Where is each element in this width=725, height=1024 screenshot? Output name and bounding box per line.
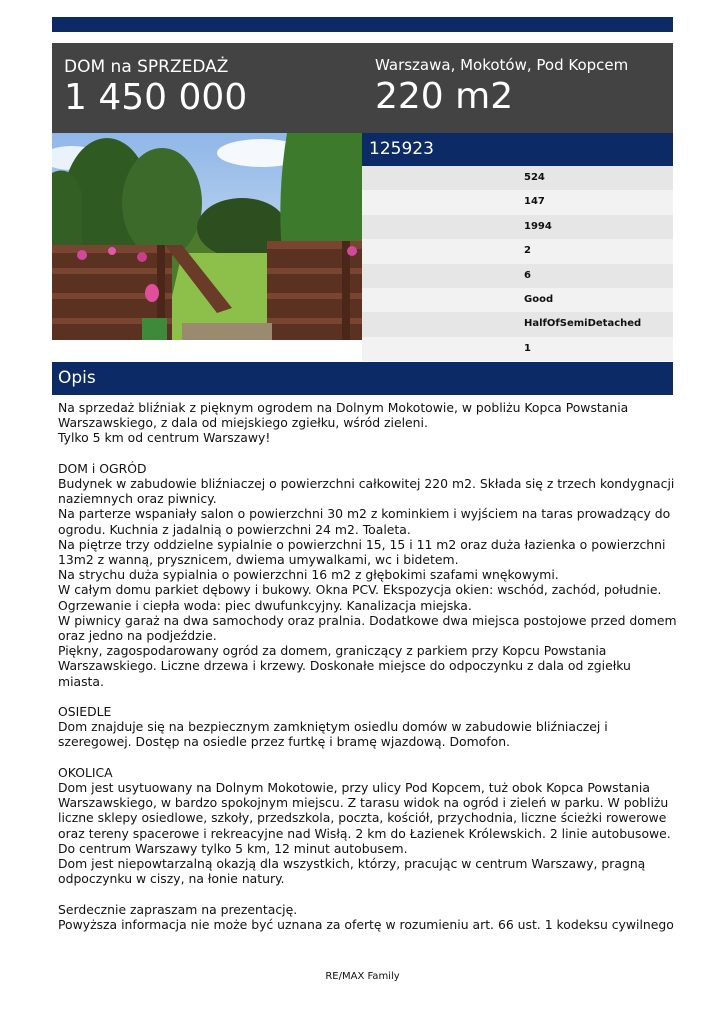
description-line: Na sprzedaż bliźniak z pięknym ogrodem na Dolnym Mokotowie, w pobliżu Kopca Powstania (58, 400, 629, 415)
description-line: W całym domu parkiet dębowy i bukowy. Okna PCV. Ekspozycja okien: wschód, zachód, południe. (58, 582, 662, 598)
attribute-value: 524 (524, 172, 545, 183)
description-line: Warszawskiego. Liczne drzewa i krzewy. Doskonałe miejsce do odpoczynku z dala od zgiełku (58, 658, 631, 674)
attribute-row (362, 190, 673, 214)
description-title: Opis (58, 368, 96, 388)
description-line: Budynek w zabudowie bliźniaczej o powierzchni całkowitej 220 m2. Składa się z trzech kondygnacji (58, 476, 675, 491)
description-line (58, 446, 670, 461)
description-line: Tylko 5 km od centrum Warszawy! (58, 430, 271, 446)
description-line: Serdecznie zapraszam na prezentację. (58, 901, 298, 917)
description-header (52, 362, 673, 395)
description-line: Powyższa informacja nie może być uznana za ofertę w rozumieniu art. 66 ust. 1 kodeksu cywilnego (58, 916, 674, 932)
description-line: Piękny, zagospodarowany ogród za domem, graniczący z parkiem przy Kopcu Powstania (58, 643, 607, 659)
description-line (58, 689, 670, 704)
attribute-row (362, 239, 673, 263)
description-line: Dom jest niepowtarzalną okazją dla wszystkich, którzy, pracując w centrum Warszawy, pragną (58, 856, 646, 872)
description-line: OKOLICA (58, 764, 113, 780)
attribute-value: HalfOfSemiDetached (524, 318, 642, 330)
description-line: oraz jedno na podjeździe. (58, 628, 217, 644)
property-kind: DOM na SPRZEDAŻ (64, 57, 229, 77)
top-accent-bar (52, 17, 673, 32)
description-line: Warszawskiego, w bardzo spokojnym miejscu. Z tarasu widok na ogród i zieleń w parku. W pobliżu (58, 795, 669, 811)
description-line: liczne sklepy osiedlowe, szkoły, przedszkola, poczta, kościół, przychodnia, liczne ścieżki rowerowe (58, 810, 667, 826)
property-location: Warszawa, Mokotów, Pod Kopcem (375, 56, 629, 74)
attribute-value: Good (524, 293, 554, 305)
attribute-row (362, 264, 673, 288)
attribute-row (362, 215, 673, 239)
attribute-row (362, 166, 673, 190)
attribute-value: 2 (524, 245, 531, 257)
property-price: 1 450 000 (64, 77, 248, 118)
listing-header (52, 43, 673, 133)
description-line: W piwnicy garaż na dwa samochody oraz pralnia. Dodatkowe dwa miejsca postojowe przed domem (58, 612, 677, 628)
attribute-value: 147 (524, 196, 545, 208)
description-line: naziemnych oraz piwnicy. (58, 491, 217, 507)
property-area: 220 m2 (375, 76, 514, 117)
house-garden-photo-icon (52, 133, 362, 340)
listing-id-bar (362, 133, 673, 166)
description-line: DOM i OGRÓD (58, 460, 147, 476)
description-line: OSIEDLE (58, 704, 112, 720)
description-line: Warszawskiego, z dala od miejskiego zgiełku, wśród zieleni. (58, 415, 428, 431)
attribute-row (362, 337, 673, 361)
header-left (64, 57, 247, 118)
description-line: Dom jest usytuowany na Dolnym Mokotowie, przy ulicy Pod Kopcem, tuż obok Kopca Powstania (58, 780, 650, 796)
description-line: 13m2 z wanną, prysznicem, dwiema umywalkami, wc i bidetem. (58, 552, 459, 568)
attribute-value: 1 (524, 342, 531, 354)
footer-agency: RE/MAX Family (325, 971, 400, 982)
header-right (375, 56, 628, 117)
description-line: miasta. (58, 673, 104, 689)
attribute-value: 6 (524, 269, 531, 281)
description-line: Dom znajduje się na bezpiecznym zamkniętym osiedlu domów w zabudowie bliźniaczej i (58, 719, 608, 735)
description-line: Ogrzewanie i ciepła woda: piec dwufunkcyjny. Kanalizacja miejska. (58, 597, 472, 613)
property-photo (52, 133, 362, 340)
attribute-row (362, 288, 673, 312)
attributes-table (362, 166, 673, 361)
description-line (58, 886, 670, 901)
description-line: Do centrum Warszawy tylko 5 km, 12 minut autobusem. (58, 840, 408, 856)
description-line: Na parterze wspaniały salon o powierzchni 30 m2 z kominkiem i wyjściem na taras prowadzący do (58, 506, 671, 522)
description-line: Na strychu duża sypialnia o powierzchni 16 m2 z głębokimi szafami wnękowymi. (58, 567, 559, 583)
description-line: odpoczynku w ciszy, na łonie natury. (58, 871, 285, 887)
description-line: ogrodu. Kuchnia z jadalnią o powierzchni 24 m2. Toaleta. (58, 521, 411, 537)
attribute-row (362, 312, 673, 336)
listing-id: 125923 (369, 139, 434, 159)
attribute-value: 1994 (524, 220, 552, 232)
description-line (58, 750, 670, 765)
description-line: szeregowej. Dostęp na osiedle przez furtkę i bramę wjazdową. Domofon. (58, 734, 510, 750)
description-body (58, 400, 677, 932)
description-line: Na piętrze trzy oddzielne sypialnie o powierzchni 15, 15 i 11 m2 oraz duża łazienka o powierzchni (58, 536, 666, 552)
description-line: oraz tereny spacerowe i rekreacyjne nad Wisłą. 2 km do Łazienek Królewskich. 2 linie autobusowe. (58, 825, 671, 841)
